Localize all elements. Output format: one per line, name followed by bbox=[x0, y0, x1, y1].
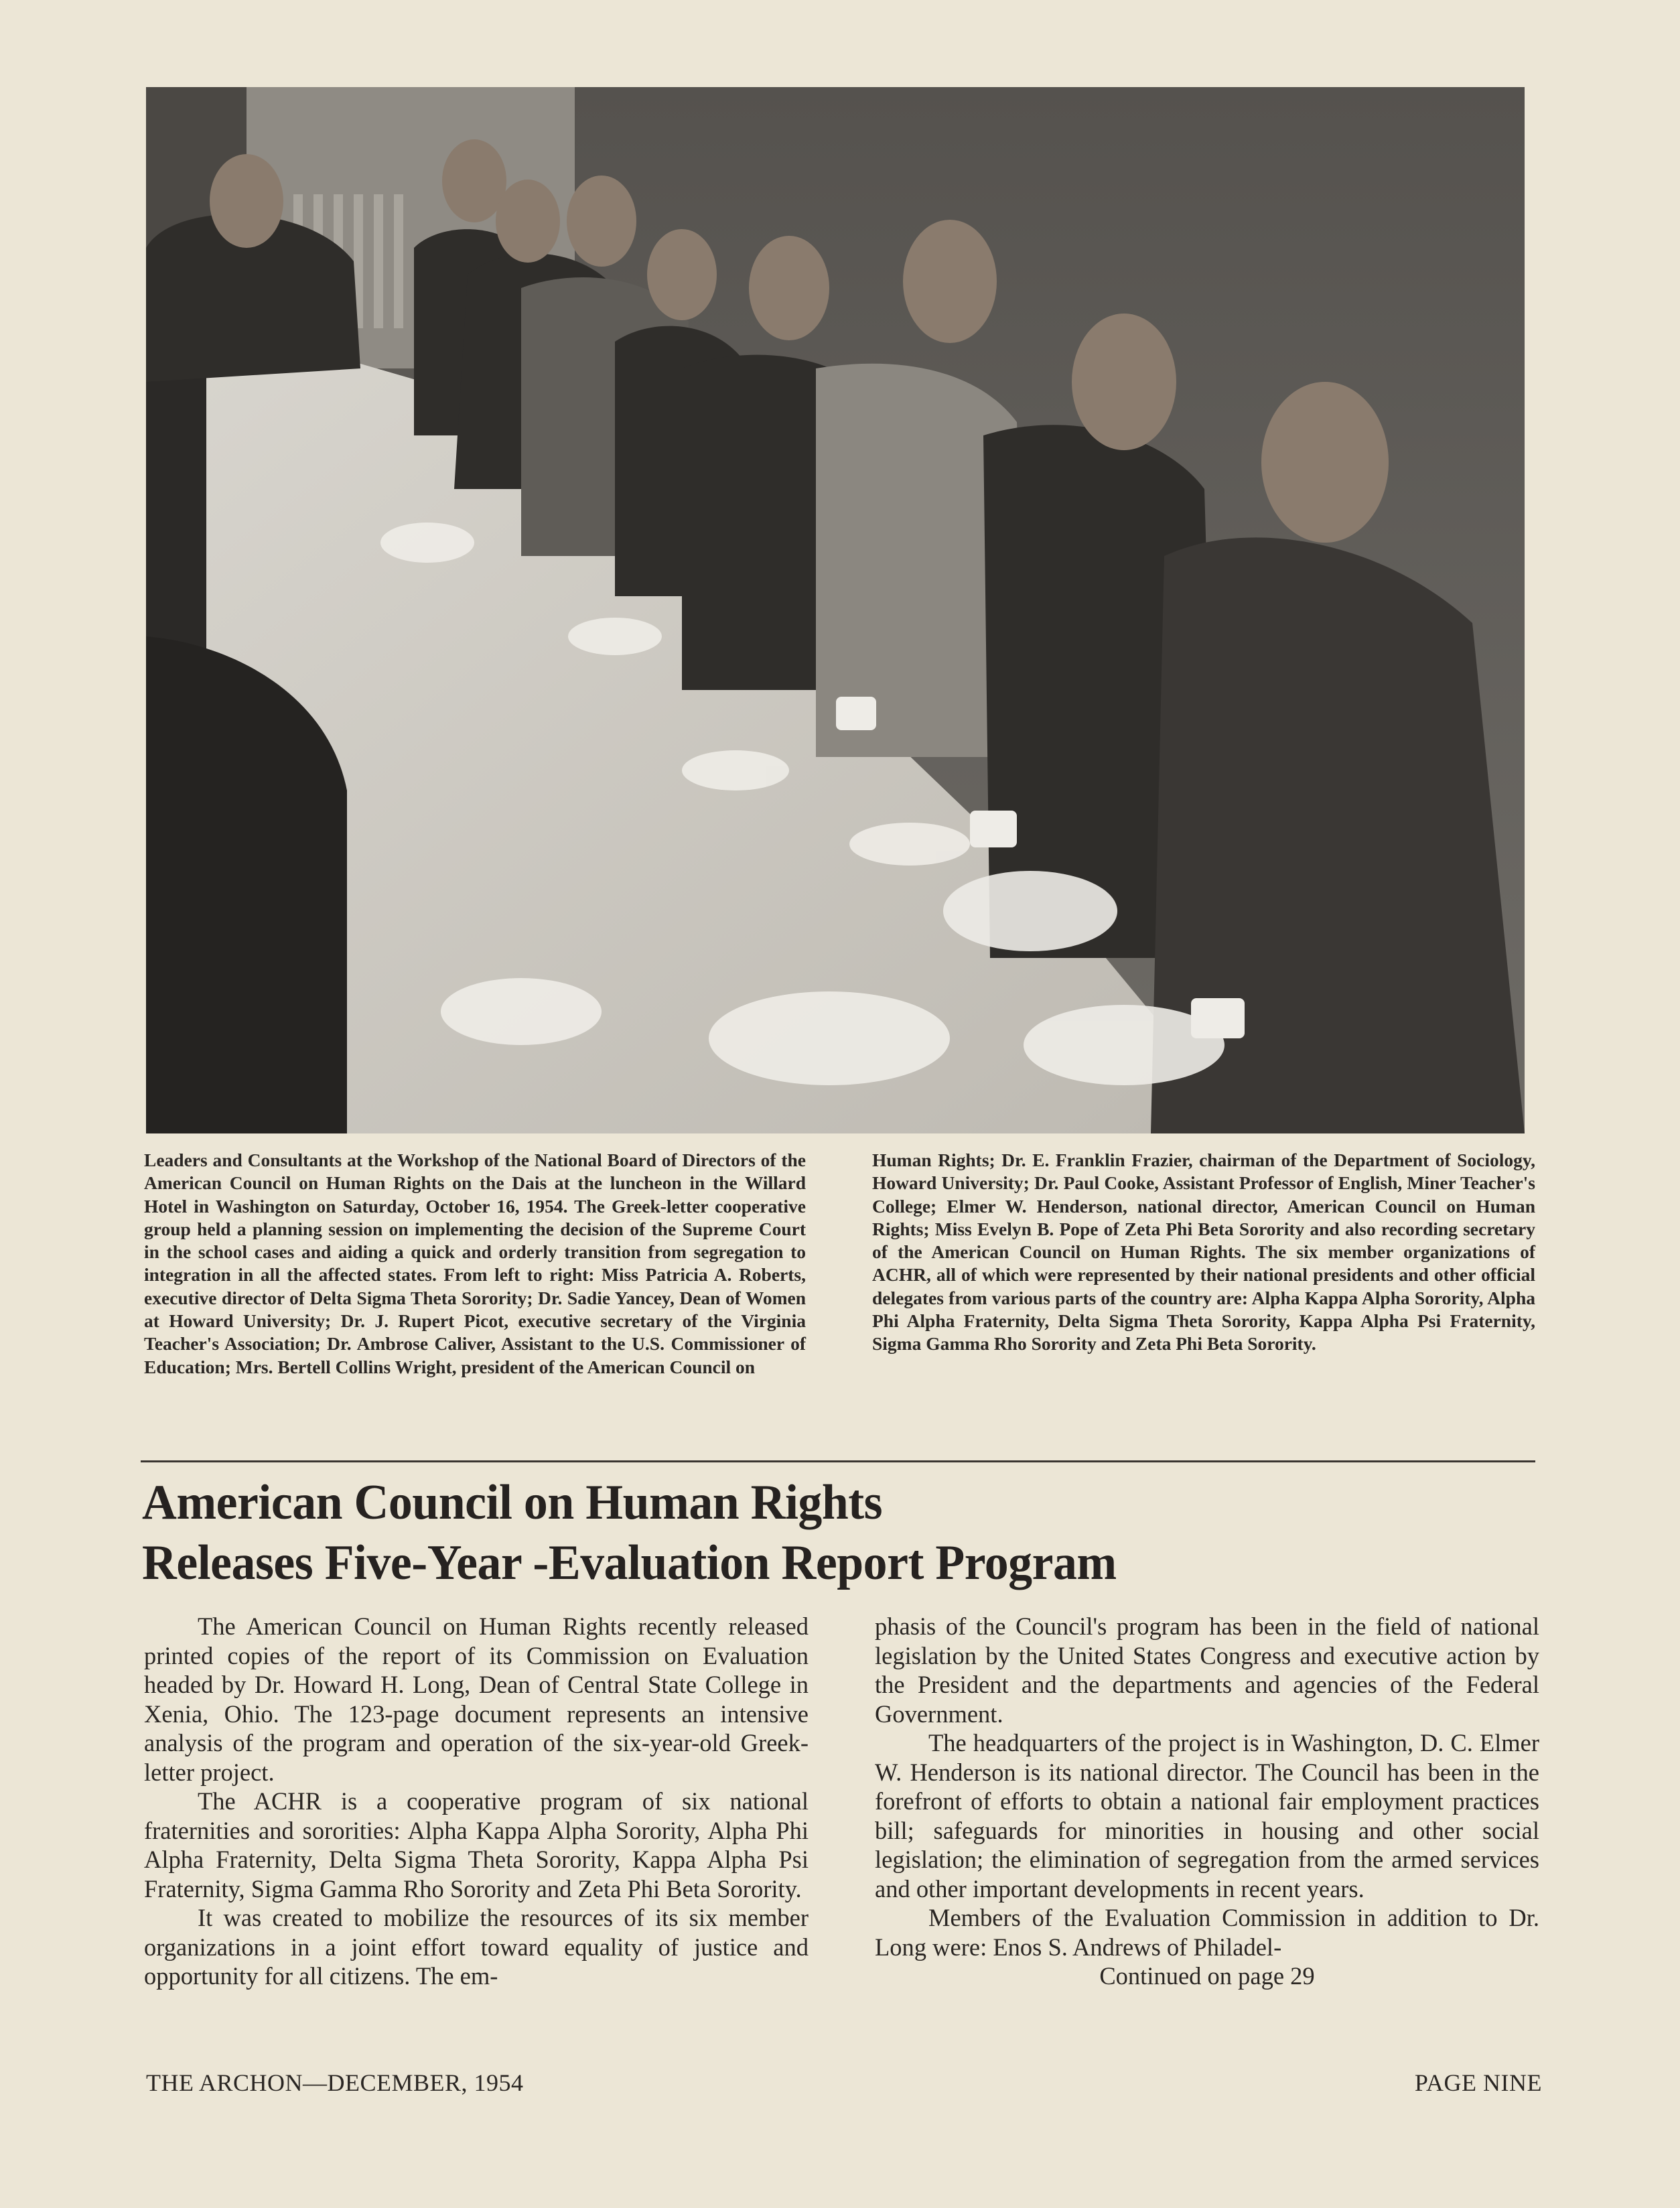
footer-page-number: PAGE NINE bbox=[1414, 2069, 1542, 2096]
footer-publication: THE ARCHON—DECEMBER, 1954 bbox=[146, 2069, 524, 2096]
article-paragraph: The headquarters of the project is in Washington, D. C. Elmer W. Henderson is its national director. The Council has been in the forefront of efforts to obtain a national fair employment practices bill; safeguards for minorities in housing and other social legislation; the elimination of segregation from the armed services and other important developments in recent years. bbox=[875, 1729, 1539, 1903]
article-paragraph: The ACHR is a cooperative program of six national fraternities and sororities: Alpha Kappa Alpha Sorority, Alpha Phi Alpha Fraternity, Delta Sigma Theta Sorority, Kappa Alpha Psi Fraternity, Sigma Gamma Rho Sorority and Zeta Phi Beta Sorority. bbox=[144, 1787, 809, 1903]
continued-note: Continued on page 29 bbox=[1099, 1962, 1315, 1990]
article-paragraph: It was created to mobilize the resources of its six member organizations in a joint effort toward equality of justice and opportunity for all citizens. The em- bbox=[144, 1904, 809, 1990]
article-headline bbox=[142, 1472, 1494, 1593]
headline-line-1: American Council on Human Rights bbox=[142, 1475, 883, 1530]
article-paragraph: The American Council on Human Rights recently released printed copies of the report of its Commission on Evaluation headed by Dr. Howard H. Long, Dean of Central State College in Xenia, Ohio. The 123-page document represents an intensive analysis of the program and operation of the six-year-old Greek-letter project. bbox=[144, 1612, 809, 1786]
group-photo bbox=[146, 87, 1525, 1133]
divider-rule bbox=[141, 1460, 1535, 1462]
group-photo-icon bbox=[146, 87, 1525, 1133]
photo-caption-right: Human Rights; Dr. E. Franklin Frazier, chairman of the Department of Sociology, Howard University; Dr. Paul Cooke, Assistant Professor of English, Miner Teacher's College; Elmer W. Henderson, national director, American Council on Human Rights; Miss Evelyn B. Pope of Zeta Phi Beta Sorority and also recording secretary of the American Council on Human Rights. The six member organizations of ACHR, all of which were represented by their national presidents and other official delegates from various parts of the country are: Alpha Kappa Alpha Sorority, Alpha Phi Alpha Fraternity, Delta Sigma Theta Sorority, Kappa Alpha Psi Fraternity, Sigma Gamma Rho Sorority and Zeta Phi Beta Sorority. bbox=[872, 1150, 1535, 1355]
article-column-left bbox=[144, 1612, 809, 1991]
article-paragraph: Members of the Evaluation Commission in addition to Dr. Long were: Enos S. Andrews of Philadel- bbox=[875, 1904, 1539, 1961]
article-paragraph: phasis of the Council's program has been in the field of national legislation by the United States Congress and executive action by the President and the departments and agencies of the Federal Government. bbox=[875, 1612, 1539, 1728]
article-column-right bbox=[875, 1612, 1539, 1991]
photo-caption-left: Leaders and Consultants at the Workshop of the National Board of Directors of the American Council on Human Rights on the Dais at the luncheon in the Willard Hotel in Washington on Saturday, October 16, 1954. The Greek-letter cooperative group held a planning session on implementing the decision of the Supreme Court in the school cases and aiding a quick and orderly transition from segregation to integration in all the affected states. From left to right: Miss Patricia A. Roberts, executive director of Delta Sigma Theta Sorority; Dr. Sadie Yancey, Dean of Women at Howard University; Dr. J. Rupert Picot, executive secretary of the Virginia Teacher's Association; Dr. Ambrose Caliver, Assistant to the U.S. Commissioner of Education; Mrs. Bertell Collins Wright, president of the American Council on bbox=[144, 1150, 806, 1377]
headline-line-2: Releases Five-Year -Evaluation Report Program bbox=[142, 1535, 1117, 1590]
